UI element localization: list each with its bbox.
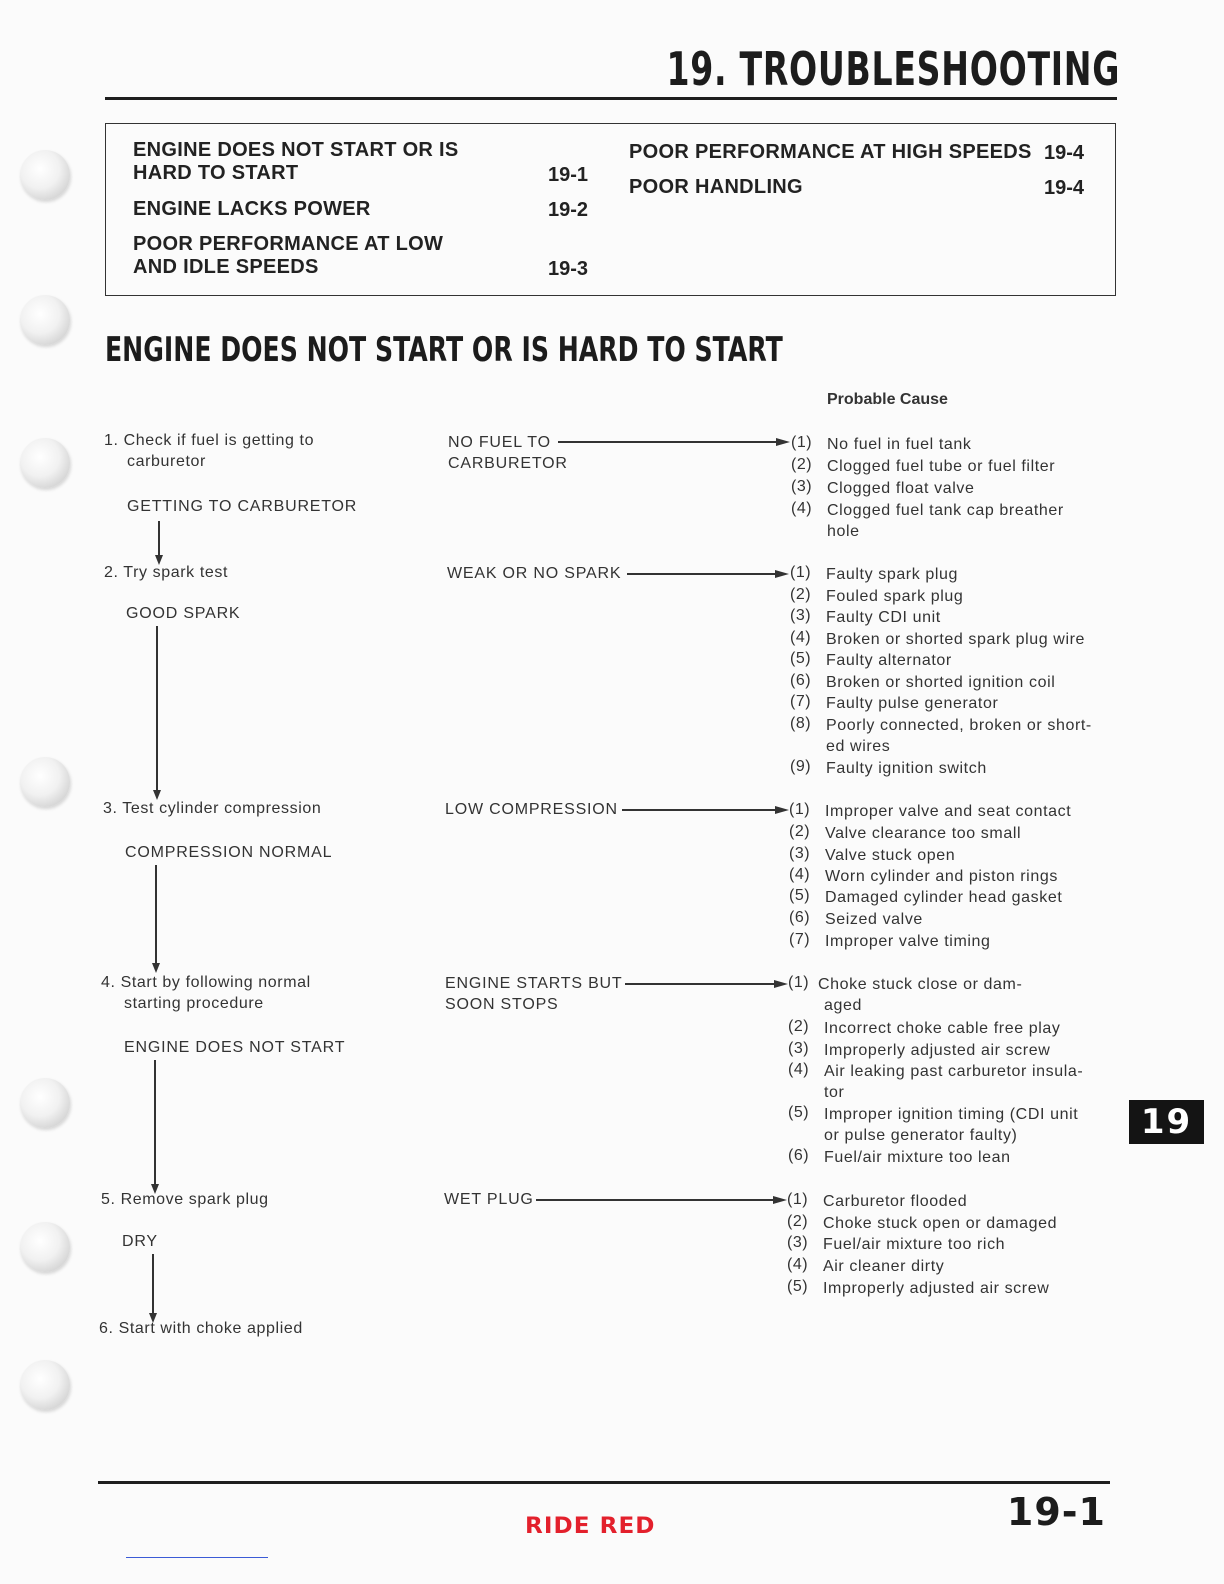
cause-number: (4) xyxy=(787,1256,809,1273)
cause-number: (3) xyxy=(787,1234,809,1251)
toc-page: 19-2 xyxy=(548,199,589,221)
cause-number: (3) xyxy=(788,1040,810,1057)
cause-number: (7) xyxy=(790,693,812,710)
flow-arrow-right xyxy=(558,441,776,443)
page-number: 19-1 xyxy=(1006,1490,1106,1534)
cause-text xyxy=(826,715,1092,757)
step-label-line: 4. Start by following normal xyxy=(101,974,311,991)
binder-hole xyxy=(20,295,70,345)
cause-text: Seized valve xyxy=(825,911,923,928)
toc-item-line: AND IDLE SPEEDS xyxy=(133,256,319,278)
header-rule xyxy=(105,97,1117,100)
toc-item xyxy=(133,139,459,185)
cause-text: Air cleaner dirty xyxy=(823,1258,945,1275)
cause-text: No fuel in fuel tank xyxy=(827,436,972,453)
cause-number: (2) xyxy=(788,1018,810,1035)
cause-text: Broken or shorted ignition coil xyxy=(826,674,1056,691)
cause-line: hole xyxy=(827,523,860,540)
cause-number: (6) xyxy=(790,672,812,689)
toc-page: 19-1 xyxy=(548,164,589,186)
contents-box xyxy=(105,123,1116,296)
binder-hole xyxy=(20,438,70,488)
cause-line: Poorly connected, broken or short- xyxy=(826,717,1092,734)
failure-condition: LOW COMPRESSION xyxy=(445,801,618,818)
cause-text: Faulty alternator xyxy=(826,652,952,669)
cause-number: (5) xyxy=(790,650,812,667)
arrow-head xyxy=(773,1196,787,1204)
binder-hole xyxy=(20,1360,70,1410)
cause-text xyxy=(818,974,1022,1016)
cause-text: Broken or shorted spark plug wire xyxy=(826,631,1086,648)
cause-text: Faulty pulse generator xyxy=(826,695,999,712)
cause-number: (3) xyxy=(791,478,813,495)
step-label: 2. Try spark test xyxy=(104,564,229,581)
toc-page: 19-4 xyxy=(1044,142,1085,164)
toc-item-line: HARD TO START xyxy=(133,162,299,184)
failure-line: ENGINE STARTS BUT xyxy=(445,975,623,992)
section-heading: ENGINE DOES NOT START OR IS HARD TO START xyxy=(105,330,783,370)
cause-text: Improper valve timing xyxy=(825,933,991,950)
cause-text: Faulty ignition switch xyxy=(826,760,987,777)
failure-line: CARBURETOR xyxy=(448,455,568,472)
flow-arrow-down xyxy=(154,1060,156,1186)
arrow-head xyxy=(775,806,789,814)
flow-arrow-down xyxy=(155,865,157,965)
step-label-line: 1. Check if fuel is getting to xyxy=(104,432,315,449)
binder-hole xyxy=(20,150,70,200)
toc-item xyxy=(133,233,443,279)
cause-text xyxy=(824,1104,1078,1146)
failure-condition: WEAK OR NO SPARK xyxy=(447,565,622,582)
cause-text xyxy=(824,1061,1083,1103)
cause-number: (1) xyxy=(787,1191,809,1208)
cause-number: (5) xyxy=(789,887,811,904)
cause-line: ed wires xyxy=(826,738,891,755)
chapter-title: 19. TROUBLESHOOTING xyxy=(666,42,1120,96)
cause-text xyxy=(827,500,1064,542)
toc-item xyxy=(629,176,803,199)
cause-text: Improper valve and seat contact xyxy=(825,803,1072,820)
cause-text: Damaged cylinder head gasket xyxy=(825,889,1063,906)
toc-page: 19-4 xyxy=(1044,177,1085,199)
flow-arrow-down xyxy=(152,1254,154,1316)
cause-text: Improperly adjusted air screw xyxy=(823,1280,1050,1297)
cause-number: (1) xyxy=(791,434,813,451)
cause-number: (1) xyxy=(790,564,812,581)
cause-number: (2) xyxy=(789,823,811,840)
cause-text: Worn cylinder and piston rings xyxy=(825,868,1058,885)
toc-item-line: POOR PERFORMANCE AT LOW xyxy=(133,233,444,255)
cause-number: (4) xyxy=(790,629,812,646)
cause-number: (6) xyxy=(788,1147,810,1164)
cause-number: (8) xyxy=(790,715,812,732)
toc-item xyxy=(629,141,1032,164)
failure-line: SOON STOPS xyxy=(445,996,559,1013)
arrow-head xyxy=(776,438,790,446)
cause-line: Improper ignition timing (CDI unit xyxy=(824,1106,1079,1123)
toc-item-line: POOR HANDLING xyxy=(629,176,803,198)
cause-line: Air leaking past carburetor insula- xyxy=(824,1063,1084,1080)
cause-number: (2) xyxy=(791,456,813,473)
brand-logo: RIDE RED xyxy=(525,1514,656,1539)
failure-condition: WET PLUG xyxy=(444,1191,534,1208)
probable-cause-heading: Probable Cause xyxy=(827,391,948,408)
cause-number: (3) xyxy=(790,607,812,624)
scan-mark xyxy=(126,1557,268,1558)
cause-text: Clogged float valve xyxy=(827,480,975,497)
cause-number: (2) xyxy=(787,1213,809,1230)
cause-number: (1) xyxy=(788,974,810,991)
failure-condition xyxy=(448,432,568,474)
cause-number: (9) xyxy=(790,758,812,775)
toc-page: 19-3 xyxy=(548,258,589,280)
cause-text: Valve clearance too small xyxy=(825,825,1022,842)
cause-number: (5) xyxy=(788,1104,810,1121)
toc-item xyxy=(133,198,371,221)
cause-text: Incorrect choke cable free play xyxy=(824,1020,1061,1037)
cause-text: Choke stuck open or damaged xyxy=(823,1215,1058,1232)
cause-number: (5) xyxy=(787,1278,809,1295)
flow-arrow-right xyxy=(536,1199,773,1201)
toc-item-line: POOR PERFORMANCE AT HIGH SPEEDS xyxy=(629,141,1032,163)
binder-hole xyxy=(20,757,70,807)
step-label: 6. Start with choke applied xyxy=(99,1320,303,1337)
cause-text: Faulty spark plug xyxy=(826,566,959,583)
ok-result: COMPRESSION NORMAL xyxy=(125,844,333,861)
binder-hole xyxy=(20,1222,70,1272)
toc-item-line: ENGINE DOES NOT START OR IS xyxy=(133,139,459,161)
cause-number: (7) xyxy=(789,931,811,948)
cause-number: (4) xyxy=(788,1061,810,1078)
cause-line: tor xyxy=(824,1084,845,1101)
cause-line: Clogged fuel tank cap breather xyxy=(827,502,1064,519)
flow-arrow-down xyxy=(156,626,158,792)
step-label xyxy=(101,972,311,1014)
cause-number: (3) xyxy=(789,845,811,862)
flow-arrow-right xyxy=(627,573,775,575)
ok-result: GETTING TO CARBURETOR xyxy=(127,498,358,515)
failure-condition xyxy=(445,973,622,1015)
ok-result: GOOD SPARK xyxy=(126,605,241,622)
cause-number: (1) xyxy=(789,801,811,818)
cause-text: Improperly adjusted air screw xyxy=(824,1042,1051,1059)
ok-result: ENGINE DOES NOT START xyxy=(124,1039,346,1056)
step-label-line: carburetor xyxy=(127,453,206,470)
arrow-head xyxy=(774,980,788,988)
cause-number: (2) xyxy=(790,586,812,603)
cause-text: Faulty CDI unit xyxy=(826,609,941,626)
cause-number: (6) xyxy=(789,909,811,926)
footer-rule xyxy=(98,1481,1110,1484)
cause-line: aged xyxy=(824,997,862,1014)
cause-text: Valve stuck open xyxy=(825,847,956,864)
cause-text: Carburetor flooded xyxy=(823,1193,968,1210)
cause-text: Clogged fuel tube or fuel filter xyxy=(827,458,1056,475)
arrow-head xyxy=(775,570,789,578)
ok-result: DRY xyxy=(122,1233,158,1250)
cause-text: Fuel/air mixture too lean xyxy=(824,1149,1011,1166)
step-label-line: starting procedure xyxy=(124,995,264,1012)
cause-text: Fuel/air mixture too rich xyxy=(823,1236,1006,1253)
flow-arrow-right xyxy=(622,809,775,811)
failure-line: NO FUEL TO xyxy=(448,434,551,451)
cause-text: Fouled spark plug xyxy=(826,588,964,605)
cause-number: (4) xyxy=(789,866,811,883)
toc-item-line: ENGINE LACKS POWER xyxy=(133,198,371,220)
step-label: 5. Remove spark plug xyxy=(101,1191,269,1208)
step-label: 3. Test cylinder compression xyxy=(103,800,322,817)
step-label xyxy=(104,430,314,472)
cause-line: or pulse generator faulty) xyxy=(824,1127,1018,1144)
flow-arrow-right xyxy=(625,983,774,985)
binder-hole xyxy=(20,1078,70,1128)
flow-arrow-down xyxy=(158,521,160,557)
chapter-tab: 19 xyxy=(1129,1100,1204,1144)
cause-number: (4) xyxy=(791,500,813,517)
cause-line: Choke stuck close or dam- xyxy=(818,976,1023,993)
